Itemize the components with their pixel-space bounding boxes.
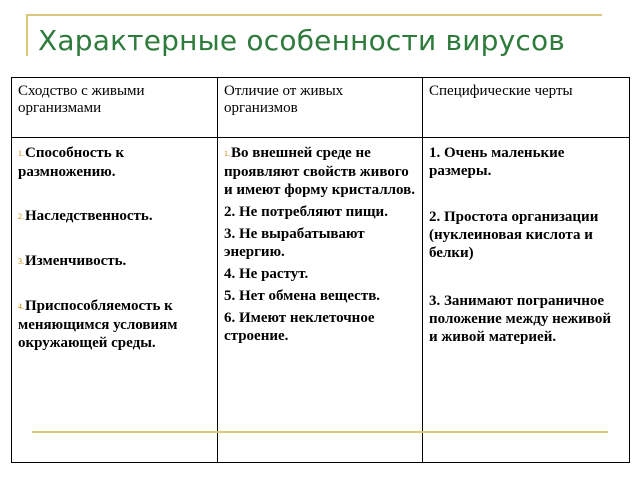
list-item: 2. Не потребляют пищи. [224,204,388,220]
virus-features-table [11,77,630,463]
list-item-text: Изменчивость. [25,253,127,269]
list-item [18,144,213,181]
header-specific: Специфические черты [423,78,630,138]
decorative-vertical-line [26,14,28,56]
decorative-bottom-line [32,431,608,433]
specific-cell [423,138,630,463]
list-item: 4. Не растут. [224,266,309,282]
list-marker: 2. [18,212,24,221]
list-item: 6. Имеют неклеточное строение. [224,310,375,344]
list-item [224,144,418,199]
list-item: 2. Простота организации (нуклеиновая кислота и белки) [429,209,599,261]
list-item [18,252,213,271]
list-item: 1. Очень маленькие размеры. [429,145,565,179]
list-item-text: Наследственность. [25,208,153,224]
list-item [18,207,213,226]
list-marker: 4. [18,302,24,311]
list-marker: 1. [18,149,24,158]
header-similarities: Сходство с живыми организмами [12,78,218,138]
decorative-top-line [26,14,602,16]
list-item-text: Во внешней среде не проявляют свойств живого и имеют форму кристаллов. [224,145,416,198]
list-item: 3. Не вырабатывают энергию. [224,226,365,260]
header-differences: Отличие от живых организмов [218,78,423,138]
list-item: 5. Нет обмена веществ. [224,288,381,304]
similarities-cell [12,138,218,463]
list-item [18,297,213,352]
slide-title: Характерные особенности вирусов [38,24,566,57]
list-marker: 3. [18,257,24,266]
list-item-text: Приспособляемость к меняющимся условиям окружающей среды. [18,298,178,351]
table-body-row [12,138,630,463]
list-item-text: Способность к размножению. [18,145,125,180]
list-item: 3. Занимают пограничное положение между неживой и живой материей. [429,293,612,345]
list-marker: 1. [224,149,230,158]
differences-cell [218,138,423,463]
table-header-row [12,78,630,138]
